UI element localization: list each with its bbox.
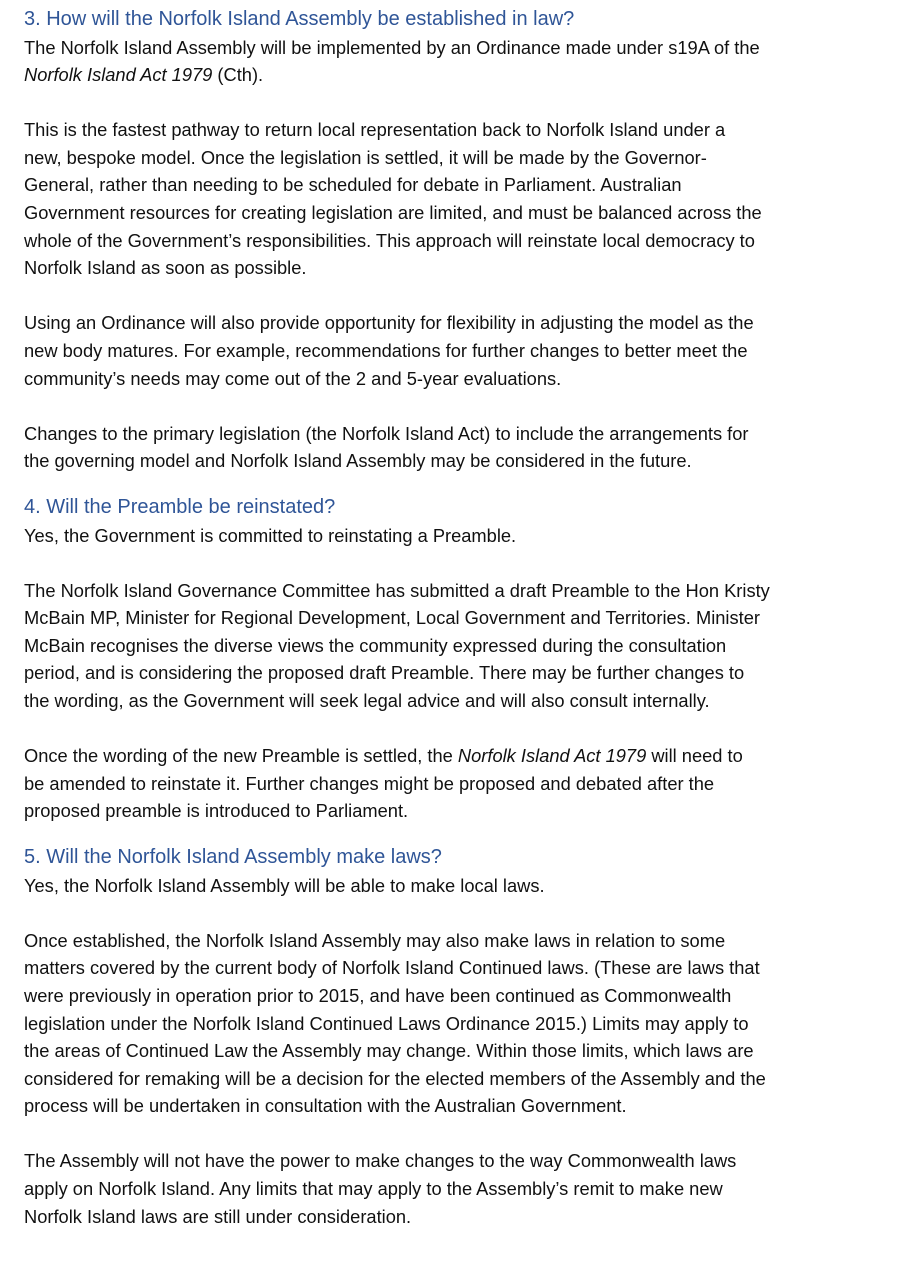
paragraph-line: be amended to reinstate it. Further changes might be proposed and debated after the xyxy=(24,772,715,794)
paragraph-line: The Norfolk Island Governance Committee has submitted a draft Preamble to the Hon Kristy xyxy=(24,579,770,601)
paragraph-text: will need to xyxy=(646,745,743,767)
paragraph xyxy=(24,420,876,475)
paragraph-line: The Norfolk Island Assembly will be implemented by an Ordinance made under s19A of the xyxy=(24,36,760,58)
act-title: Norfolk Island Act 1979 xyxy=(457,745,647,767)
paragraph-line: community’s needs may come out of the 2 and 5-year evaluations. xyxy=(24,367,562,389)
section-5 xyxy=(24,844,876,1230)
paragraph-line: The Assembly will not have the power to make changes to the way Commonwealth laws xyxy=(24,1150,737,1172)
paragraph-line: process will be undertaken in consultation with the Australian Government. xyxy=(24,1095,627,1117)
paragraph xyxy=(24,1147,876,1230)
paragraph-line: Government resources for creating legislation are limited, and must be balanced across the xyxy=(24,202,762,224)
paragraph-line: new, bespoke model. Once the legislation is settled, it will be made by the Governor- xyxy=(24,146,707,168)
section-heading: 3. How will the Norfolk Island Assembly be established in law? xyxy=(24,8,575,30)
paragraph-line: McBain MP, Minister for Regional Development, Local Government and Territories. Minister xyxy=(24,607,760,629)
paragraph-line: new body matures. For example, recommendations for further changes to better meet the xyxy=(24,340,748,362)
act-title: Norfolk Island Act 1979 xyxy=(24,64,213,86)
paragraph xyxy=(24,309,876,392)
paragraph-text: (Cth). xyxy=(212,64,264,86)
paragraph-line: Yes, the Government is committed to reinstating a Preamble. xyxy=(24,524,517,546)
section-heading: 5. Will the Norfolk Island Assembly make laws? xyxy=(24,846,442,869)
paragraph-line: Norfolk Island laws are still under consideration. xyxy=(24,1205,412,1227)
paragraph-line xyxy=(24,61,876,89)
paragraph-line: apply on Norfolk Island. Any limits that may apply to the Assembly’s remit to make new xyxy=(24,1178,723,1200)
paragraph-line: the governing model and Norfolk Island Assembly may be considered in the future. xyxy=(24,450,692,472)
paragraph-line: were previously in operation prior to 2015, and have been continued as Commonwealth xyxy=(24,984,732,1006)
paragraph-line: Norfolk Island as soon as possible. xyxy=(24,257,307,279)
paragraph-line: period, and is considering the proposed draft Preamble. There may be further changes to xyxy=(24,662,745,684)
paragraph-line: considered for remaking will be a decision for the elected members of the Assembly and the xyxy=(24,1067,766,1089)
section-heading: 4. Will the Preamble be reinstated? xyxy=(24,496,336,518)
section-4 xyxy=(24,494,876,825)
paragraph-line: Once established, the Norfolk Island Assembly may also make laws in relation to some xyxy=(24,929,726,951)
paragraph-line: the wording, as the Government will seek legal advice and will also consult internally. xyxy=(24,690,710,712)
paragraph-text: Once the wording of the new Preamble is settled, the xyxy=(24,745,458,767)
paragraph-line: McBain recognises the diverse views the community expressed during the consultation xyxy=(24,634,727,656)
paragraph-line: the areas of Continued Law the Assembly may change. Within those limits, which laws are xyxy=(24,1040,754,1062)
paragraph xyxy=(24,116,876,282)
paragraph-line xyxy=(24,742,876,770)
paragraph xyxy=(24,577,876,715)
paragraph-line: Changes to the primary legislation (the Norfolk Island Act) to include the arrangements for xyxy=(24,422,749,444)
section-3 xyxy=(24,6,876,475)
paragraph-line: This is the fastest pathway to return local representation back to Norfolk Island under a xyxy=(24,119,726,141)
paragraph xyxy=(24,522,876,550)
paragraph-line: whole of the Government’s responsibilities. This approach will reinstate local democracy to xyxy=(24,229,755,251)
paragraph xyxy=(24,742,876,825)
paragraph xyxy=(24,927,876,1120)
paragraph xyxy=(24,34,876,89)
paragraph-line: Using an Ordinance will also provide opportunity for flexibility in adjusting the model as the xyxy=(24,312,754,334)
paragraph xyxy=(24,872,876,900)
paragraph-line: legislation under the Norfolk Island Continued Laws Ordinance 2015.) Limits may apply to xyxy=(24,1012,749,1034)
paragraph-line: General, rather than needing to be scheduled for debate in Parliament. Australian xyxy=(24,174,682,196)
paragraph-line: matters covered by the current body of Norfolk Island Continued laws. (These are laws that xyxy=(24,957,760,979)
paragraph-line: Yes, the Norfolk Island Assembly will be able to make local laws. xyxy=(24,874,545,896)
paragraph-line: proposed preamble is introduced to Parliament. xyxy=(24,800,409,822)
